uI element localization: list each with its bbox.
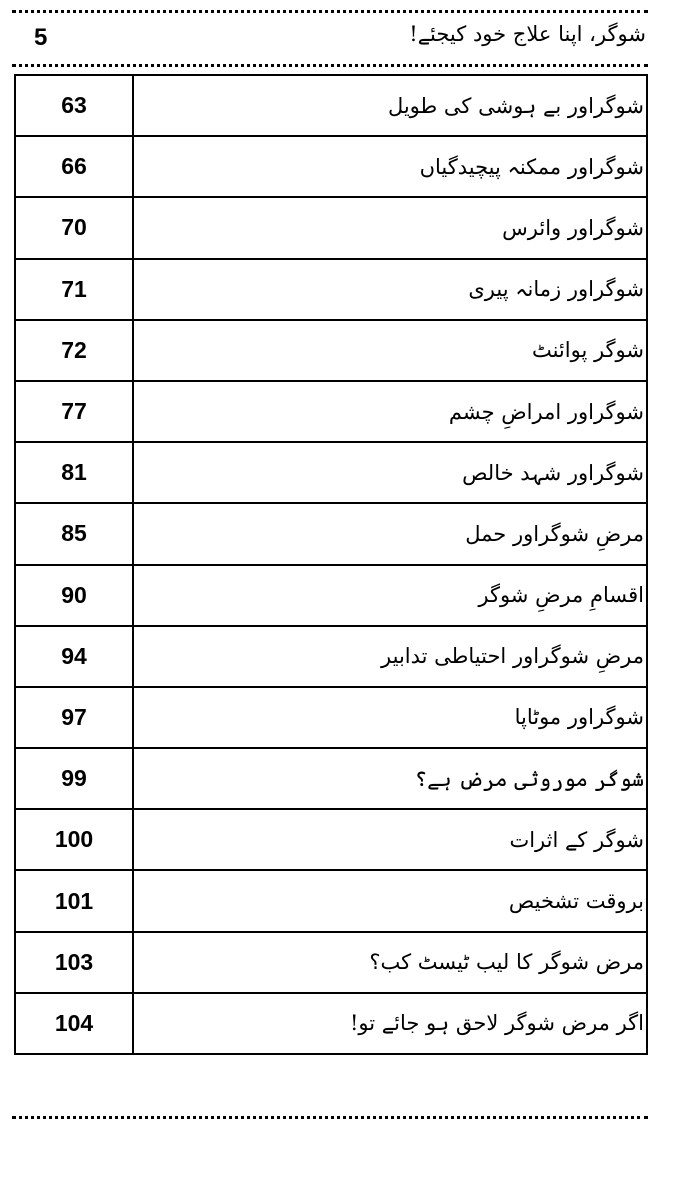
- toc-row: [15, 75, 647, 136]
- toc-row: [15, 565, 647, 626]
- toc-page-number: 97: [15, 687, 133, 748]
- toc-page-number: 77: [15, 381, 133, 442]
- toc-entry-title: مرضِ شوگراور حمل: [133, 503, 647, 564]
- toc-entry-title: شوگراور ممکنہ پیچیدگیاں: [133, 136, 647, 197]
- toc-page-number: 70: [15, 197, 133, 258]
- toc-page-number: 66: [15, 136, 133, 197]
- toc-row: [15, 197, 647, 258]
- header-dotted-rule: [12, 64, 648, 67]
- toc-page-number: 94: [15, 626, 133, 687]
- toc-page-number: 104: [15, 993, 133, 1054]
- toc-entry-title: اقسامِ مرضِ شوگر: [133, 565, 647, 626]
- toc-page-number: 63: [15, 75, 133, 136]
- toc-row: [15, 381, 647, 442]
- toc-row: [15, 687, 647, 748]
- toc-row: [15, 503, 647, 564]
- page-header: [16, 18, 648, 60]
- toc-page-number: 81: [15, 442, 133, 503]
- toc-row: [15, 809, 647, 870]
- toc-entry-title: شوگراور موٹاپا: [133, 687, 647, 748]
- toc-entry-title: مرضِ شوگراور احتیاطی تدابیر: [133, 626, 647, 687]
- toc-page-number: 99: [15, 748, 133, 809]
- toc-row: [15, 442, 647, 503]
- toc-entry-title: شوگر کے اثرات: [133, 809, 647, 870]
- toc-entry-title: شوگر موروثی مرض ہے؟: [133, 748, 647, 809]
- toc-page-number: 72: [15, 320, 133, 381]
- toc-entry-title: شوگراور وائرس: [133, 197, 647, 258]
- toc-row: [15, 993, 647, 1054]
- running-title: شوگر، اپنا علاج خود کیجئے!: [409, 22, 646, 46]
- toc-page-number: 90: [15, 565, 133, 626]
- toc-row: [15, 932, 647, 993]
- toc-entry-title: شوگراور زمانہ پیری: [133, 259, 647, 320]
- table-of-contents: [14, 74, 648, 1055]
- toc-page-number: 71: [15, 259, 133, 320]
- toc-entry-title: اگر مرض شوگر لاحق ہو جائے تو!: [133, 993, 647, 1054]
- toc-body: [15, 75, 647, 1054]
- toc-page-number: 103: [15, 932, 133, 993]
- toc-row: [15, 259, 647, 320]
- toc-row: [15, 748, 647, 809]
- toc-entry-title: شوگراور امراضِ چشم: [133, 381, 647, 442]
- toc-entry-title: بروقت تشخیص: [133, 870, 647, 931]
- toc-page-number: 100: [15, 809, 133, 870]
- toc-row: [15, 870, 647, 931]
- toc-page-number: 101: [15, 870, 133, 931]
- top-dotted-rule: [12, 10, 648, 13]
- bottom-dotted-rule: [12, 1116, 648, 1119]
- toc-entry-title: شوگراور شہد خالص: [133, 442, 647, 503]
- toc-entry-title: شوگر پوائنٹ: [133, 320, 647, 381]
- toc-row: [15, 626, 647, 687]
- toc-row: [15, 136, 647, 197]
- toc-entry-title: مرض شوگر کا لیب ٹیسٹ کب؟: [133, 932, 647, 993]
- toc-row: [15, 320, 647, 381]
- toc-entry-title: شوگراور بے ہوشی کی طویل: [133, 75, 647, 136]
- page-number: 5: [34, 24, 48, 51]
- toc-page-number: 85: [15, 503, 133, 564]
